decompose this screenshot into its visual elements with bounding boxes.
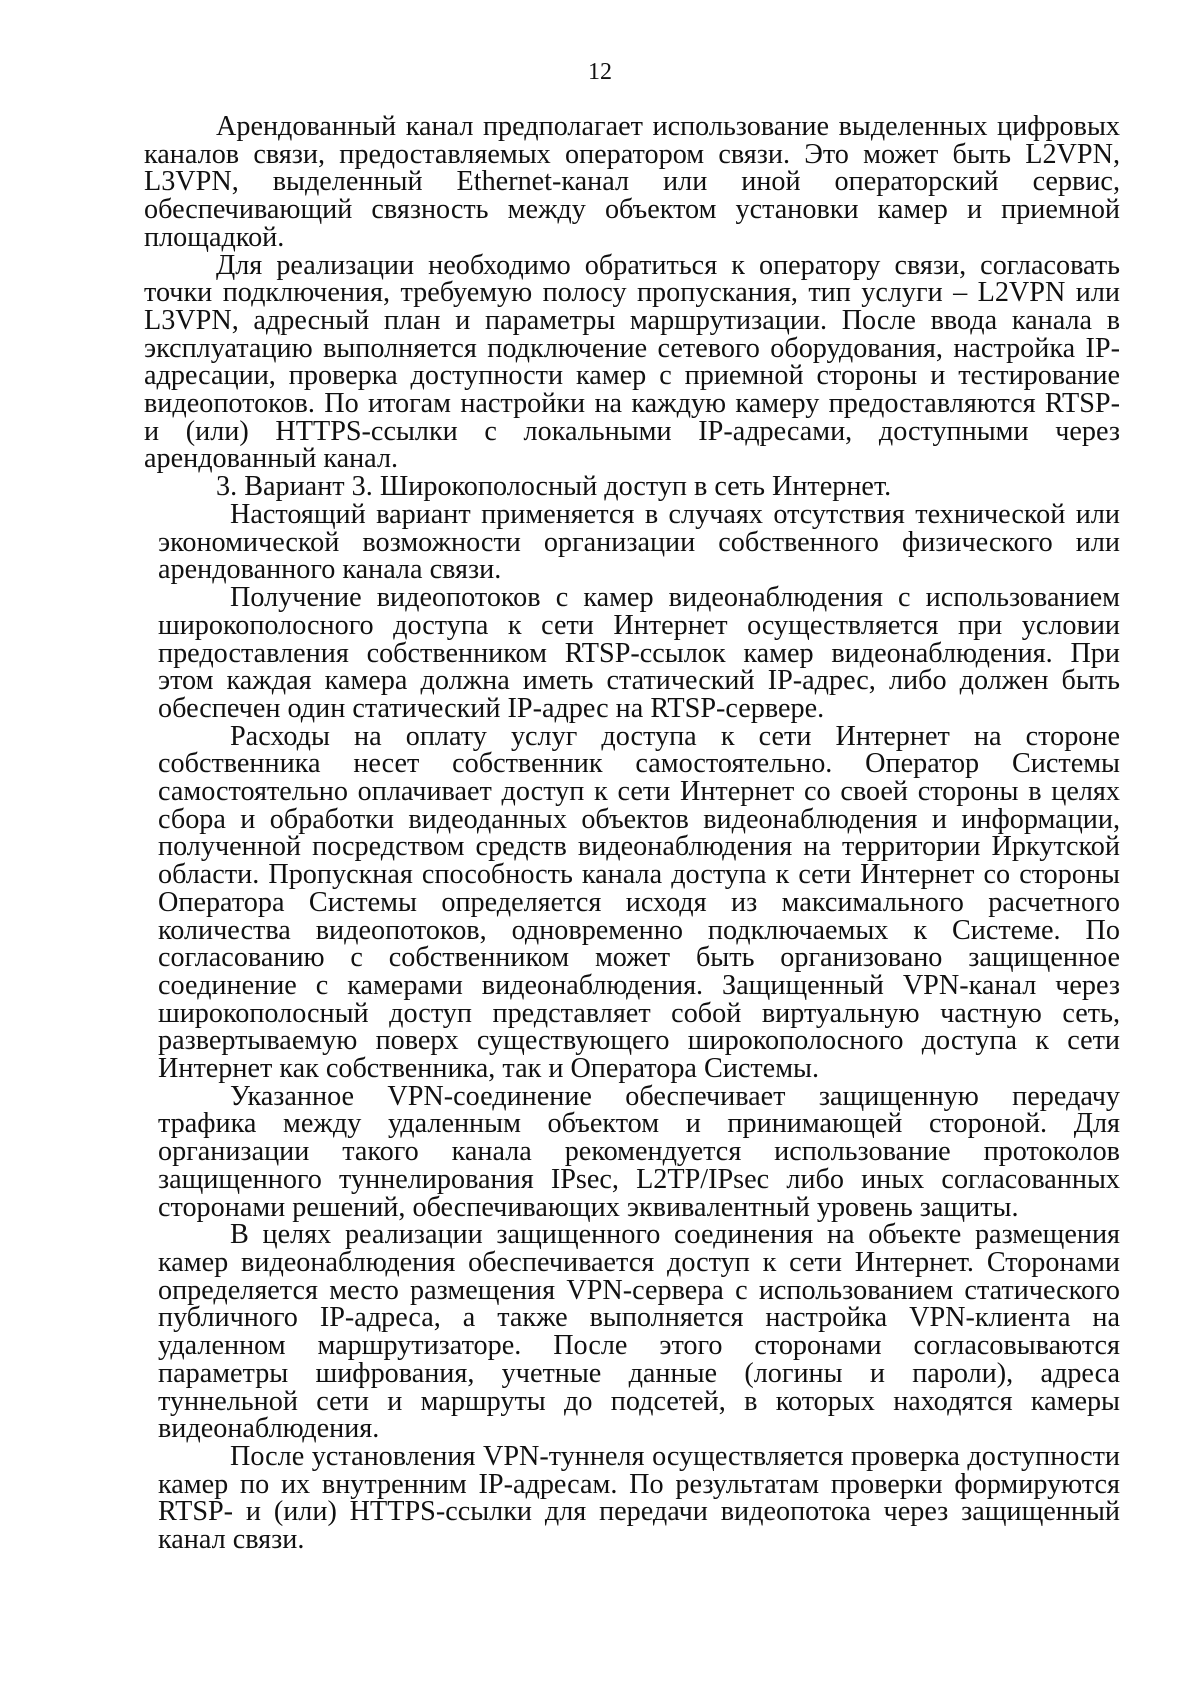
paragraph: Арендованный канал предполагает использование выделенных цифровых каналов связи, предоставляемых оператором связи. Это может быть L2VPN, L3VPN, выделенный Ethernet-канал или иной операторский сервис, обеспечивающий связность между объектом установки камер и приемной площадкой.	[144, 111, 1120, 253]
text-block-leased-channel	[144, 113, 1120, 501]
paragraph: После установления VPN-туннеля осуществляется проверка доступности камер по их внутренним IP-адресам. По результатам проверки формируются RTSP- и (или) HTTPS-ссылки для передачи видеопотока через защищенный канал связи.	[158, 1440, 1120, 1556]
page-number: 12	[588, 59, 612, 85]
text-block-broadband	[158, 501, 1120, 1554]
paragraph: Для реализации необходимо обратиться к оператору связи, согласовать точки подключения, требуемую полосу пропускания, тип услуги – L2VPN или L3VPN, адресный план и параметры маршрутизации. После ввода канала в эксплуатацию выполняется подключение сетевого оборудования, настройка IP-адресации, проверка доступности камер с приемной стороны и тестирование видеопотоков. По итогам настройки на каждую камеру предоставляются RTSP- и (или) HTTPS-ссылки с локальными IP-адресами, доступными через арендованный канал.	[144, 249, 1120, 475]
section-heading: 3. Вариант 3. Широкополосный доступ в сеть Интернет.	[216, 471, 892, 503]
paragraph: В целях реализации защищенного соединения на объекте размещения камер видеонаблюдения обеспечивается доступ к сети Интернет. Сторонами определяется место размещения VPN-сервера с использованием статического публичного IP-адреса, а также выполняется настройка VPN-клиента на удаленном маршрутизаторе. После этого сторонами согласовываются параметры шифрования, учетные данные (логины и пароли), адреса туннельной сети и маршруты до подсетей, в которых находятся камеры видеонаблюдения.	[158, 1219, 1120, 1445]
paragraph: Указанное VPN-соединение обеспечивает защищенную передачу трафика между удаленным объектом и принимающей стороной. Для организации такого канала рекомендуется использование протоколов защищенного туннелирования IPsec, L2TP/IPsec либо иных согласованных сторонами решений, обеспечивающих эквивалентный уровень защиты.	[158, 1080, 1120, 1223]
paragraph: Получение видеопотоков с камер видеонаблюдения с использованием широкополосного доступа к сети Интернет осуществляется при условии предоставления собственником RTSP-ссылок камер видеонаблюдения. При этом каждая камера должна иметь статический IP-адрес, либо должен быть обеспечен один статический IP-адрес на RTSP-сервере.	[158, 582, 1120, 724]
paragraph: Расходы на оплату услуг доступа к сети Интернет на стороне собственника несет собственник самостоятельно. Оператор Системы самостоятельно оплачивает доступ к сети Интернет со своей стороны в целях сбора и обработки видеоданных объектов видеонаблюдения и информации, полученной посредством средств видеонаблюдения на территории Иркутской области. Пропускная способность канала доступа к сети Интернет со стороны Оператора Системы определяется исходя из максимального расчетного количества видеопотоков, одновременно подключаемых к Системе. По согласованию с собственником может быть организовано защищенное соединение с камерами видеонаблюдения. Защищенный VPN-канал через широкополосный доступ представляет собой виртуальную частную сеть, развертываемую поверх существующего широкополосного доступа к сети Интернет как собственника, так и Оператора Системы.	[158, 720, 1120, 1085]
paragraph: Настоящий вариант применяется в случаях отсутствия технической или экономической возможности организации собственного физического или арендованного канала связи.	[158, 499, 1120, 586]
